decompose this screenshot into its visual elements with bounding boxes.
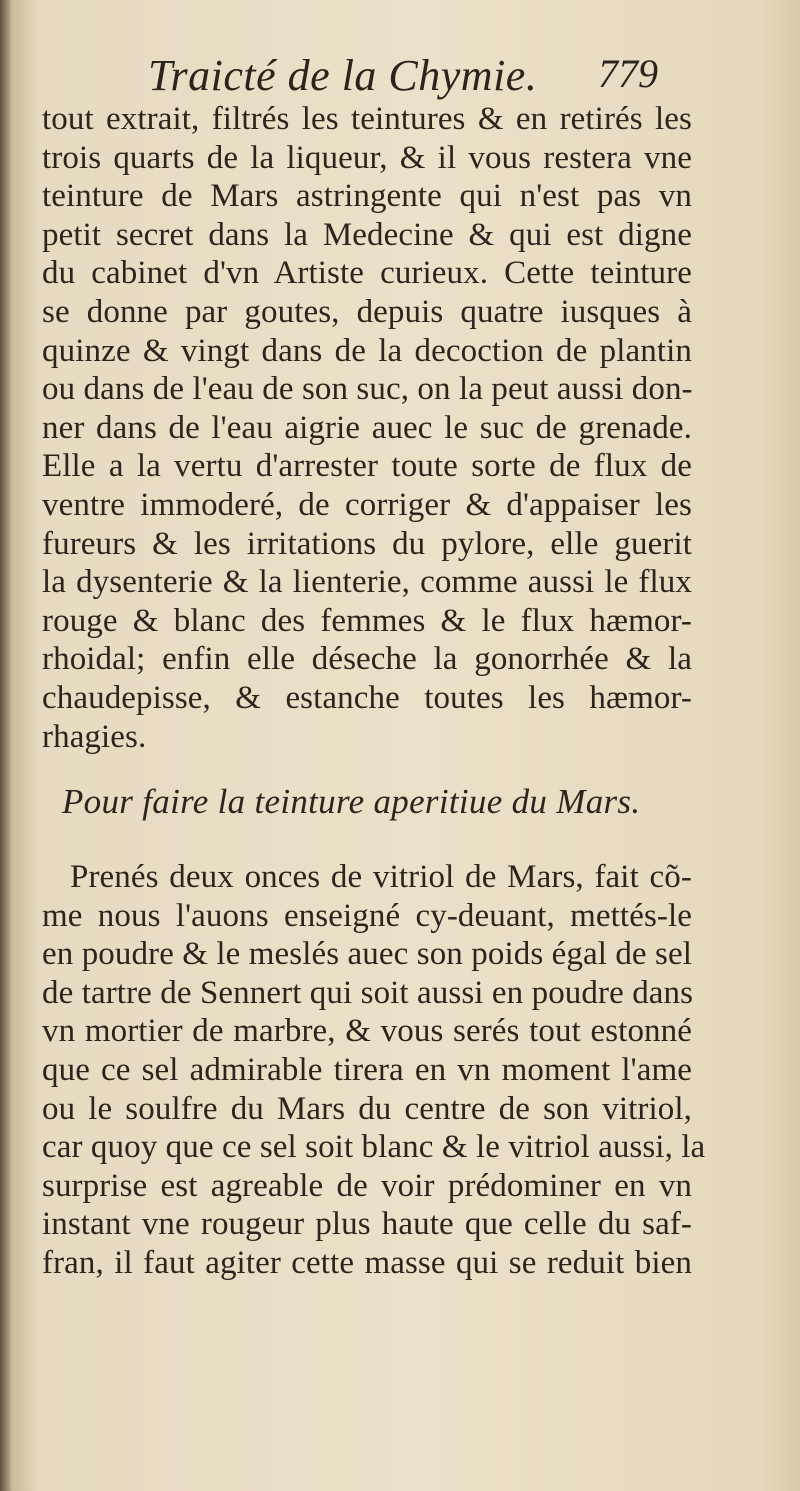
page-header bbox=[0, 46, 800, 106]
text-line: instant vne rougeur plus haute que celle du saf- bbox=[42, 1206, 692, 1243]
text-line: Elle a la vertu d'arrester toute sorte de flux de bbox=[42, 448, 692, 485]
text-line: vn mortier de marbre, & vous serés tout estonné bbox=[42, 1013, 692, 1050]
section-heading: Pour faire la teinture aperitiue du Mars. bbox=[62, 782, 641, 821]
paragraph-2 bbox=[42, 858, 706, 1283]
text-line: rouge & blanc des femmes & le flux hæmor- bbox=[42, 602, 692, 639]
page-spine-shadow bbox=[0, 0, 12, 1491]
text-line: la dysenterie & la lienterie, comme aussi le flux bbox=[42, 564, 692, 601]
text-line: me nous l'auons enseigné cy-deuant, mettés-le bbox=[42, 897, 692, 934]
text-line: fureurs & les irritations du pylore, elle guerit bbox=[42, 525, 692, 562]
text-line: petit secret dans la Medecine & qui est digne bbox=[42, 216, 692, 253]
text-line: rhoidal; enfin elle déseche la gonorrhée & la bbox=[42, 641, 692, 678]
running-title: Traicté de la Chymie. bbox=[148, 51, 538, 100]
text-line: trois quarts de la liqueur, & il vous restera vne bbox=[42, 139, 692, 176]
text-line: surprise est agreable de voir prédominer en vn bbox=[42, 1167, 692, 1204]
text-line: ou dans de l'eau de son suc, on la peut aussi don- bbox=[42, 371, 693, 408]
page-number: 779 bbox=[598, 51, 658, 96]
text-line: fran, il faut agiter cette masse qui se reduit bien bbox=[42, 1244, 692, 1281]
text-line: chaudepisse, & estanche toutes les hæmor- bbox=[42, 679, 692, 716]
text-line: se donne par goutes, depuis quatre iusques à bbox=[42, 293, 692, 330]
text-line: rhagies. bbox=[42, 718, 147, 755]
text-line: du cabinet d'vn Artiste curieux. Cette teinture bbox=[42, 255, 692, 292]
text-line: tout extrait, filtrés les teintures & en retirés les bbox=[42, 101, 692, 137]
text-line: Prenés deux onces de vitriol de Mars, fait cõ- bbox=[70, 859, 692, 895]
text-line: que ce sel admirable tirera en vn moment l'ame bbox=[42, 1051, 692, 1088]
text-line: ou le soulfre du Mars du centre de son vitriol, bbox=[42, 1090, 692, 1127]
text-line: ner dans de l'eau aigrie auec le suc de grenade. bbox=[42, 409, 692, 446]
paragraph-1 bbox=[42, 100, 692, 756]
text-line: en poudre & le meslés auec son poids égal de sel bbox=[42, 936, 692, 973]
text-line: car quoy que ce sel soit blanc & le vitriol aussi, la bbox=[42, 1129, 706, 1166]
text-line: ventre immoderé, de corriger & d'appaiser les bbox=[42, 486, 692, 523]
text-line: de tartre de Sennert qui soit aussi en poudre dans bbox=[42, 974, 694, 1011]
text-line: quinze & vingt dans de la decoction de plantin bbox=[42, 332, 692, 369]
text-line: teinture de Mars astringente qui n'est pas vn bbox=[42, 178, 692, 215]
